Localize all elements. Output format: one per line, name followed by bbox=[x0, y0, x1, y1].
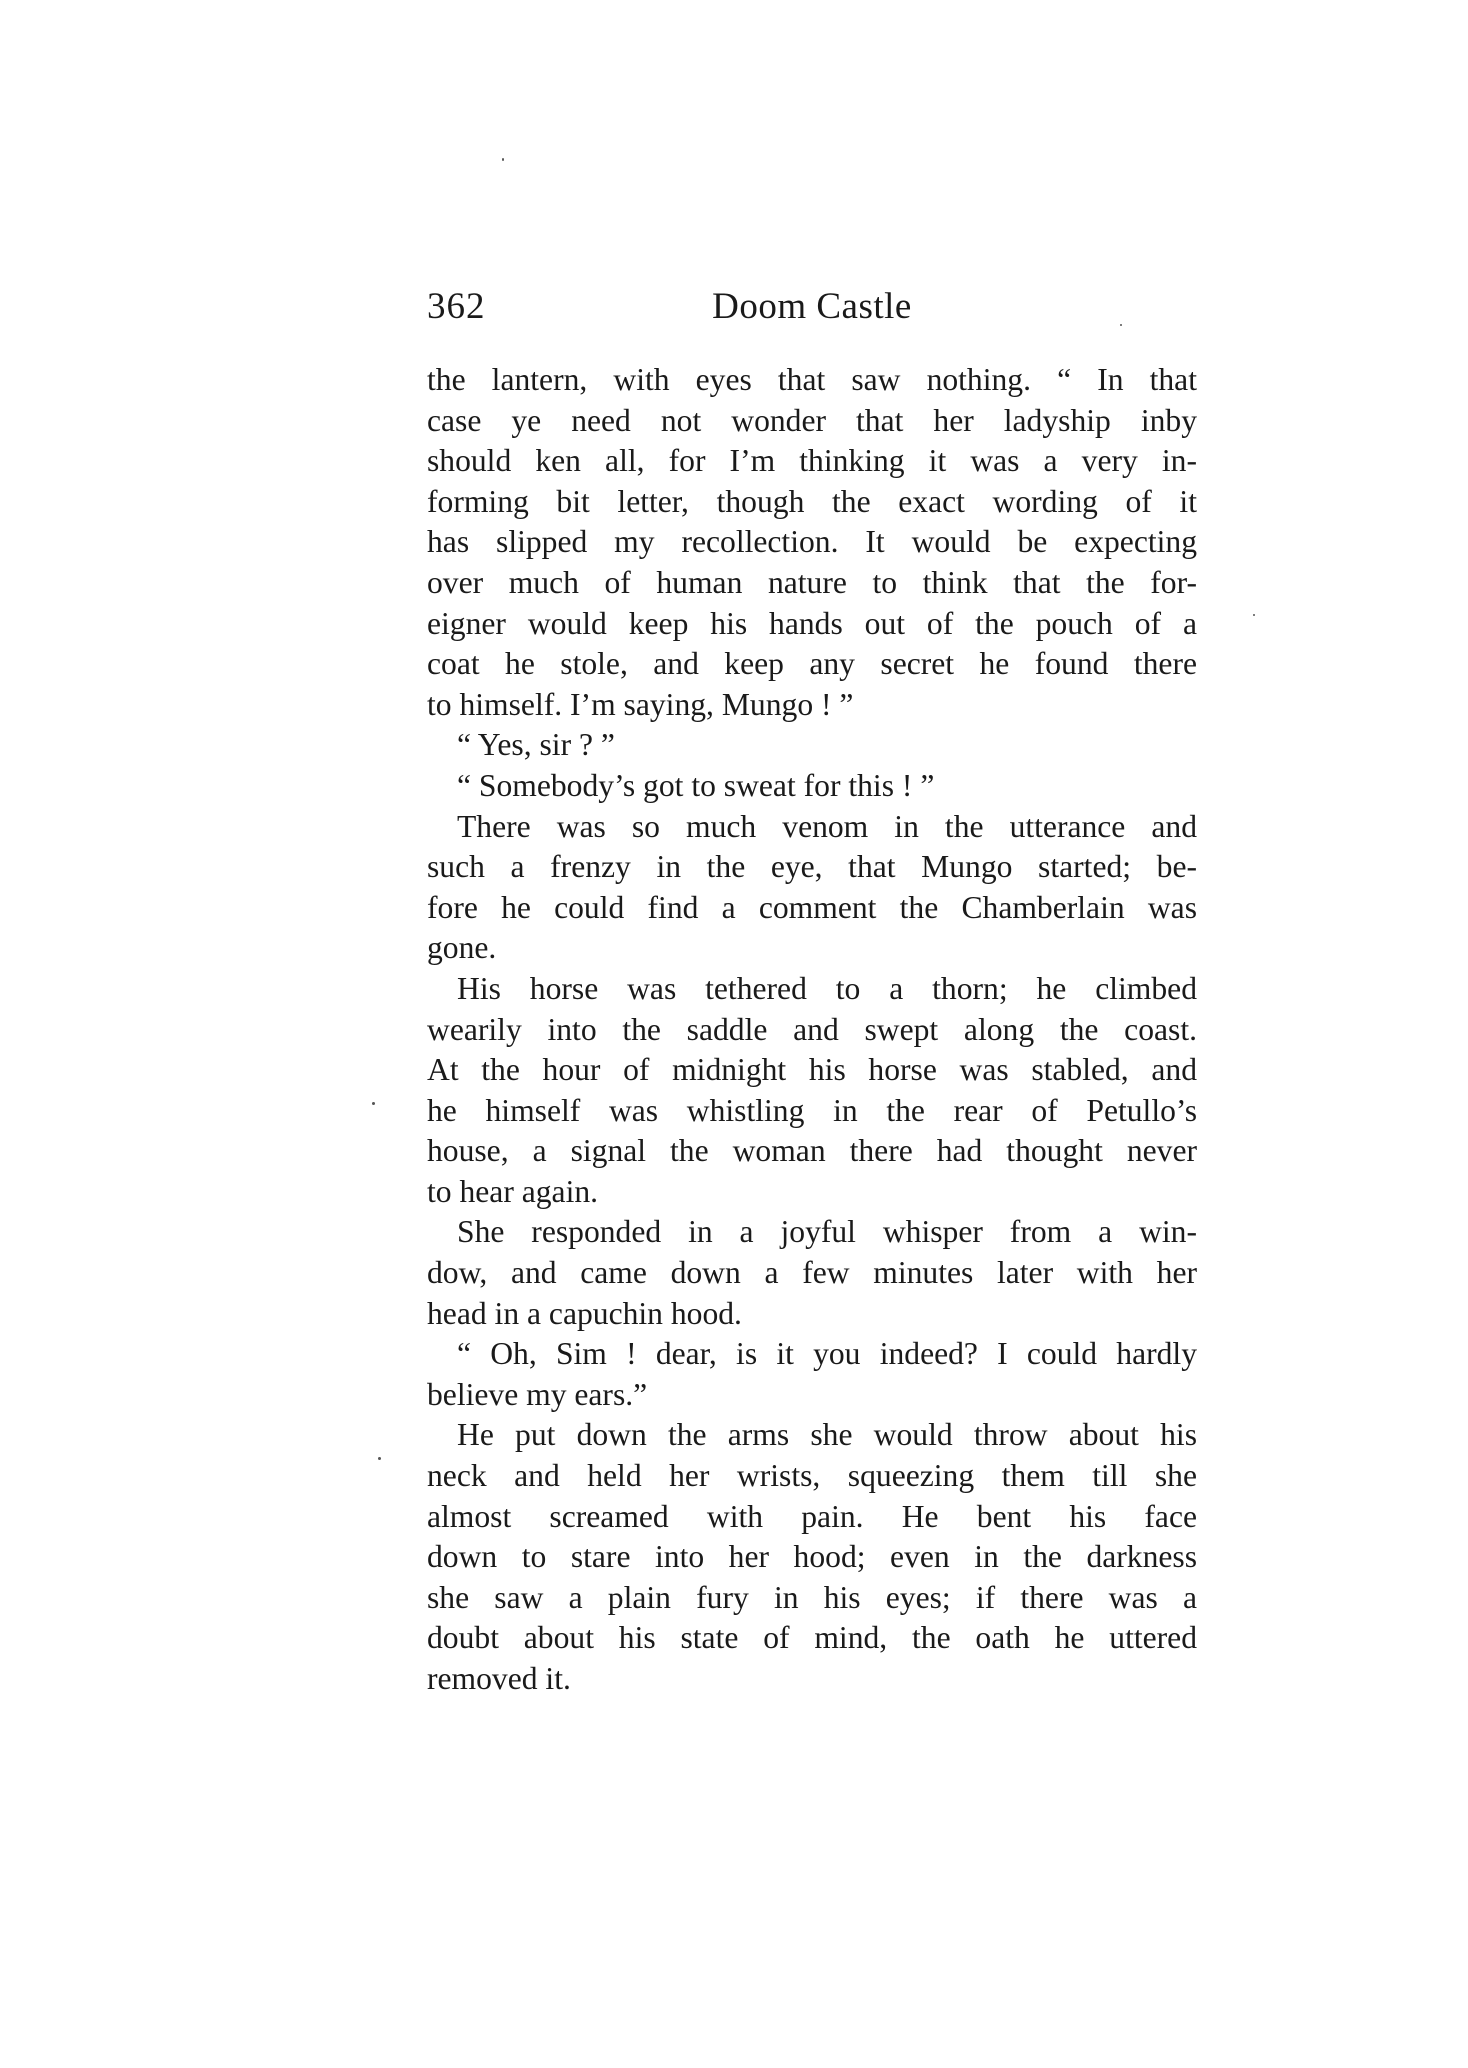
text-line: coat he stole, and keep any secret he found there bbox=[427, 646, 1197, 682]
text-line: His horse was tethered to a thorn; he climbed bbox=[457, 970, 1197, 1006]
scan-speck bbox=[378, 1457, 381, 1460]
text-line: she saw a plain fury in his eyes; if there was a bbox=[427, 1579, 1197, 1615]
text-line: neck and held her wrists, squeezing them till she bbox=[427, 1458, 1197, 1494]
text-line: down to stare into her hood; even in the darkness bbox=[427, 1539, 1197, 1575]
text-line: head in a capuchin hood. bbox=[427, 1295, 742, 1331]
text-line: doubt about his state of mind, the oath he uttered bbox=[427, 1620, 1197, 1656]
scan-speck bbox=[1120, 324, 1122, 326]
text-line: eigner would keep his hands out of the pouch of a bbox=[427, 605, 1197, 641]
text-line: over much of human nature to think that the for- bbox=[427, 564, 1197, 600]
running-head bbox=[427, 282, 1197, 332]
text-line: dow, and came down a few minutes later with her bbox=[427, 1255, 1197, 1291]
running-title: Doom Castle bbox=[712, 286, 912, 327]
text-line: forming bit letter, though the exact wording of it bbox=[427, 483, 1197, 519]
text-line: She responded in a joyful whisper from a win- bbox=[457, 1214, 1197, 1250]
text-line: house, a signal the woman there had thought never bbox=[427, 1133, 1197, 1169]
body-text bbox=[427, 360, 1197, 1700]
text-line: believe my ears.” bbox=[427, 1376, 648, 1412]
text-line: should ken all, for I’m thinking it was a very in- bbox=[427, 443, 1197, 479]
text-line: removed it. bbox=[427, 1661, 571, 1696]
text-line: such a frenzy in the eye, that Mungo started; be- bbox=[427, 849, 1197, 885]
text-line: He put down the arms she would throw about his bbox=[457, 1417, 1197, 1453]
text-line: to hear again. bbox=[427, 1173, 599, 1209]
text-line: “ Somebody’s got to sweat for this ! ” bbox=[457, 767, 935, 803]
text-line: almost screamed with pain. He bent his face bbox=[427, 1498, 1197, 1534]
text-line: case ye need not wonder that her ladyship inby bbox=[427, 402, 1197, 438]
text-line: wearily into the saddle and swept along the coast. bbox=[427, 1011, 1197, 1047]
text-line: At the hour of midnight his horse was stabled, and bbox=[427, 1052, 1197, 1088]
text-line: gone. bbox=[427, 930, 497, 966]
text-line: “ Yes, sir ? ” bbox=[457, 727, 615, 763]
text-line: has slipped my recollection. It would be expecting bbox=[427, 524, 1197, 560]
text-line: “ Oh, Sim ! dear, is it you indeed? I could hardly bbox=[457, 1336, 1197, 1372]
text-line: to himself. I’m saying, Mungo ! ” bbox=[427, 686, 854, 722]
text-line: There was so much venom in the utterance and bbox=[457, 808, 1197, 844]
text-line: he himself was whistling in the rear of Petullo’s bbox=[427, 1092, 1197, 1128]
scan-speck bbox=[1253, 614, 1255, 616]
page-number: 362 bbox=[427, 286, 486, 327]
scan-speck bbox=[502, 158, 504, 161]
text-line: fore he could find a comment the Chamberlain was bbox=[427, 889, 1197, 925]
text-line: the lantern, with eyes that saw nothing. “ In that bbox=[427, 362, 1197, 397]
scan-speck bbox=[372, 1102, 375, 1105]
